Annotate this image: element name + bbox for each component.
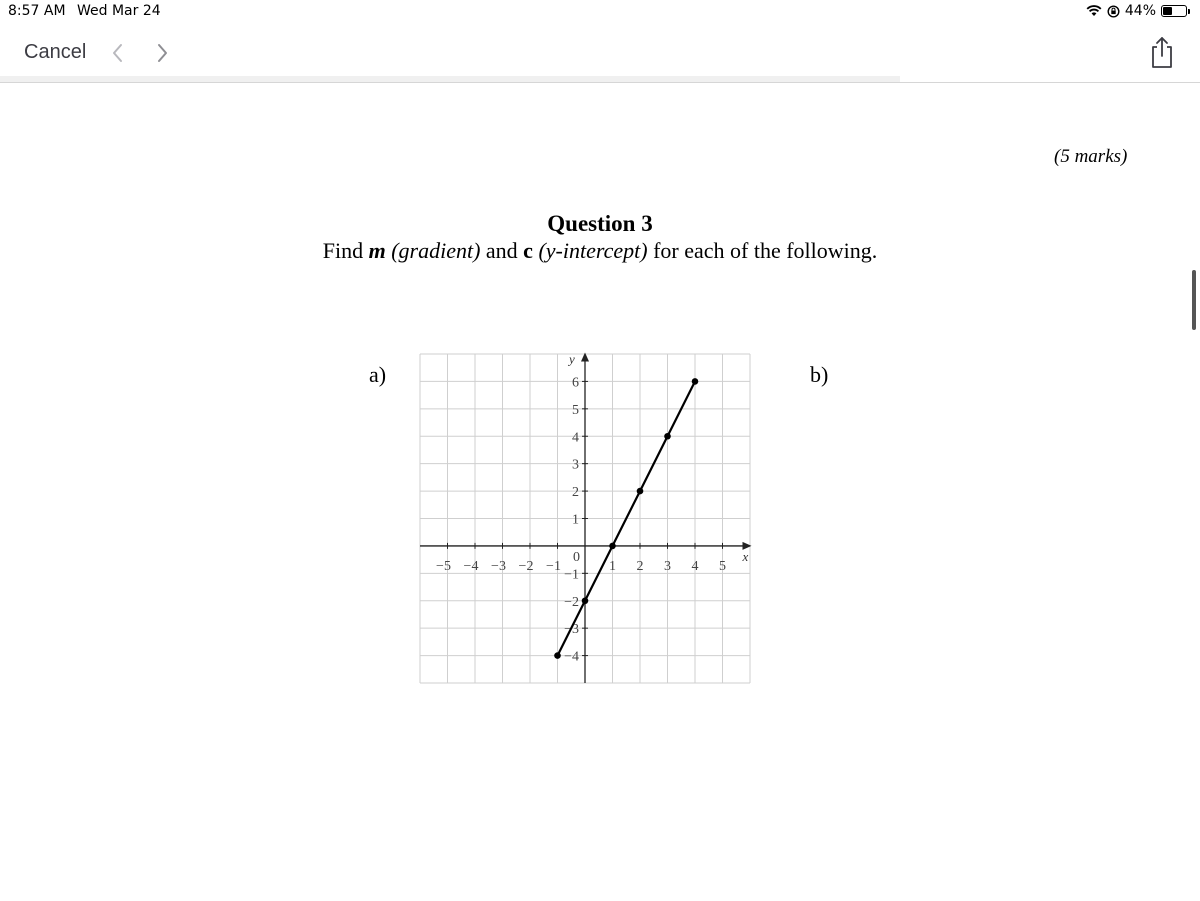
data-point: [637, 488, 644, 495]
question-title: Question 3: [547, 211, 653, 236]
status-time: 8:57 AM: [8, 3, 66, 19]
data-point: [582, 597, 589, 604]
data-point: [692, 378, 699, 385]
y-tick-label: −1: [564, 567, 579, 583]
part-b-label: b): [810, 362, 829, 387]
y-tick-label: 6: [572, 375, 579, 391]
x-tick-label: 4: [691, 558, 699, 574]
y-tick-label: −2: [564, 594, 579, 610]
scroll-indicator[interactable]: [1192, 270, 1196, 330]
x-tick-label: 5: [719, 558, 726, 574]
x-tick-label: 3: [664, 558, 671, 574]
instruction-m: m: [368, 238, 386, 263]
y-tick-label: 5: [572, 402, 579, 418]
cancel-button[interactable]: Cancel: [24, 41, 87, 63]
instruction-text: Find: [322, 238, 369, 263]
y-tick-label: 4: [572, 430, 579, 446]
instruction-c: c: [523, 238, 533, 263]
status-date: Wed Mar 24: [77, 3, 161, 19]
x-tick-label: 2: [636, 558, 644, 574]
data-point: [609, 543, 616, 550]
x-axis-label: x: [742, 548, 749, 564]
origin-label: 0: [573, 549, 580, 565]
instruction-text: for each of the following.: [647, 238, 878, 263]
y-tick-label: 1: [572, 512, 579, 528]
x-tick-label: −2: [518, 558, 534, 574]
instruction-intercept: (y-intercept): [532, 238, 648, 263]
instruction-text: and: [480, 238, 524, 263]
x-tick-label: −5: [436, 558, 451, 574]
x-tick-label: −1: [546, 558, 561, 574]
y-tick-label: −4: [564, 649, 579, 665]
y-tick-label: −3: [564, 622, 579, 638]
y-tick-label: 3: [572, 457, 579, 473]
x-tick-label: 1: [609, 558, 616, 574]
battery-percent: 44%: [1124, 3, 1156, 19]
instruction-gradient: (gradient): [385, 238, 481, 263]
marks-note: (5 marks): [1054, 146, 1128, 167]
data-point: [664, 433, 671, 440]
data-point: [554, 652, 561, 659]
y-axis-label: y: [569, 351, 575, 367]
part-a-label: a): [369, 362, 387, 387]
x-tick-label: −4: [463, 558, 479, 574]
x-tick-label: −3: [491, 558, 506, 574]
y-tick-label: 2: [572, 485, 579, 501]
